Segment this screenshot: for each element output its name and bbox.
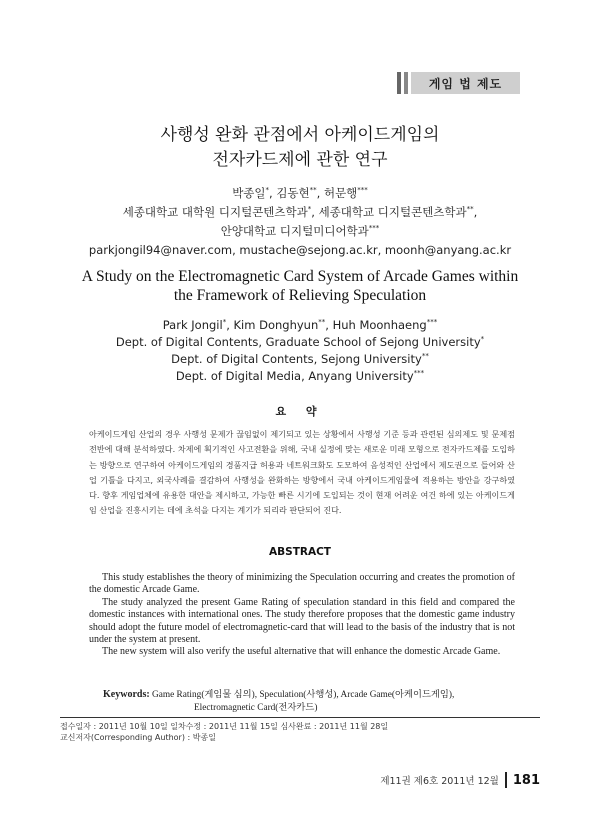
- keywords-line2: Electromagnetic Card(전자카드): [194, 702, 318, 713]
- affiliation-mark: **: [318, 318, 326, 327]
- author-name: 박종일: [232, 186, 266, 200]
- author-names-ko: 박종일*, 김동현**, 허문행***: [232, 186, 368, 200]
- footnotes: [60, 721, 388, 743]
- keywords-line1: Game Rating(게임물 심의), Speculation(사행성), Arcade Game(아케이드게임),: [152, 690, 455, 700]
- tag-bar-decoration: [397, 72, 401, 94]
- title-en-line1: A Study on the Electromagnetic Card System of Arcade Games within: [81, 268, 519, 285]
- affiliation-mark: **: [466, 205, 474, 214]
- abstract-en-body: [89, 572, 515, 659]
- affiliation: 세종대학교 대학원 디지털콘텐츠학과: [122, 205, 308, 219]
- section-tag-label: 게임 법 제도: [411, 72, 520, 94]
- abstract-paragraph: The study analyzed the present Game Rating of speculation standard in this field and compared the domestic instances with international ones. The study therefore proposes that the domestic game industry should adopt the future model of electromagnetic-card that will lead to the basis of the industry that is not under the system at present.: [89, 596, 515, 646]
- affiliation: 안양대학교 디지털미디어학과: [220, 224, 369, 238]
- submission-dates: 접수일자 : 2011년 10월 10일 일차수정 : 2011년 11월 15일 심사완료 : 2011년 11월 28일: [60, 722, 389, 731]
- author-name: 김동현: [276, 186, 310, 200]
- affiliations-ko-line1: 세종대학교 대학원 디지털콘텐츠학과*, 세종대학교 디지털콘텐츠학과**,: [122, 205, 478, 219]
- footer-separator: [505, 772, 507, 788]
- title-ko-line2: 전자카드제에 관한 연구: [212, 150, 388, 170]
- affiliation-mark: ***: [357, 186, 368, 195]
- affiliation-mark: *: [307, 205, 312, 214]
- affiliation-mark: **: [309, 186, 317, 195]
- author-emails: parkjongil94@naver.com, mustache@sejong.ac.kr, moonh@anyang.ac.kr: [88, 243, 512, 257]
- keywords: [103, 689, 523, 714]
- title-en-line2: the Framework of Relieving Speculation: [173, 287, 427, 304]
- affiliation-mark: *: [222, 318, 227, 327]
- affiliations-ko-line2: [0, 222, 600, 241]
- abstract-paragraph: The new system will also verify the useful alternative that will enhance the domestic Arcade Game.: [102, 646, 501, 658]
- affiliation-mark: *: [480, 335, 485, 344]
- section-tag: [397, 72, 520, 94]
- author-names-en: Park Jongil*, Kim Donghyun**, Huh Moonhaeng***: [162, 318, 438, 332]
- affiliation: Dept. of Digital Media, Anyang University: [175, 369, 414, 383]
- affiliation-mark: *: [265, 186, 270, 195]
- author-name: 허문행: [323, 186, 358, 200]
- abstract-paragraph: This study establishes the theory of minimizing the Speculation occurring and creates the promotion of the domestic Arcade Game.: [89, 572, 515, 596]
- authors-korean: [0, 184, 600, 260]
- corresponding-author: 교신저자(Corresponding Author) : 박종일: [60, 733, 216, 742]
- footnote-divider: [60, 717, 540, 718]
- affiliation-en-1: [0, 334, 600, 351]
- journal-issue: 제11권 제6호 2011년 12월: [380, 776, 499, 787]
- affiliation-mark: ***: [413, 369, 425, 378]
- abstract-ko-heading: 요 약: [275, 405, 325, 418]
- affiliation-mark: ***: [368, 224, 380, 233]
- abstract-ko-body: 아케이드게임 산업의 경우 사행성 문제가 끊임없이 제기되고 있는 상황에서 사행성 기준 등과 관련된 심의제도 및 문제점 전반에 대해 분석하였다. 차제에 획기적인 사고전환을 위해, 국내 실정에 맞는 새로운 미래 모형으로 전자카드제를 도입하는 방향으로 연구하여 아케이드게임의 경품지급 허용과 네트워크화도 도모하여 음성적인 산업에서 제도권으로 들어와 산업 기틀을 다지고, 외국사례를 결감하여 사행성을 완화하는 방향에서 국내 아케이드게임물에 적용하는 방안을 강구하였다. 향후 게임업체에 유용한 대안을 제시하고, 가능한 빠른 시기에 도입되는 것이 현재 어려운 여건 하에 있는 아케이드게임 산업을 진흥시키는 데에 초석을 다지는 계기가 되리라 판단되어 진다.: [89, 429, 515, 516]
- affiliation-en-2: [0, 351, 600, 368]
- affiliation-mark: ***: [426, 318, 438, 327]
- page-number: 181: [512, 772, 540, 788]
- author-name: Kim Donghyun: [233, 318, 319, 332]
- author-name: Park Jongil: [162, 318, 223, 332]
- page-footer: [380, 772, 540, 788]
- affiliation: Dept. of Digital Contents, Sejong University: [171, 352, 422, 366]
- affiliation: Dept. of Digital Contents, Graduate School of Sejong University: [115, 335, 481, 349]
- abstract-en-heading: ABSTRACT: [269, 546, 331, 558]
- keywords-label: Keywords:: [103, 689, 150, 700]
- paper-title-english: [30, 267, 570, 305]
- authors-english: [0, 317, 600, 385]
- affiliation-mark: **: [421, 352, 429, 361]
- affiliation: 세종대학교 디지털콘텐츠학과: [318, 205, 467, 219]
- paper-title-korean: [0, 123, 600, 173]
- author-name: Huh Moonhaeng: [332, 318, 427, 332]
- title-ko-line1: 사행성 완화 관점에서 아케이드게임의: [160, 125, 440, 145]
- affiliation-en-3: [0, 368, 600, 385]
- tag-bar-decoration: [404, 72, 408, 94]
